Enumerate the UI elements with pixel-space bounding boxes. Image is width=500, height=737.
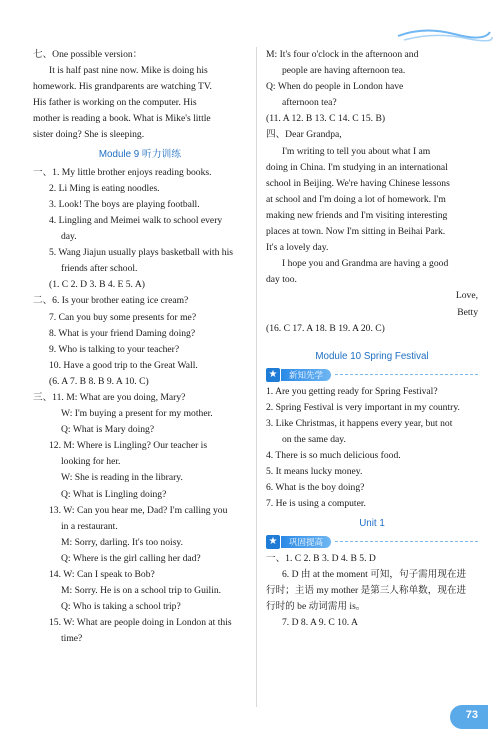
- section-bar-label: 新知先学: [281, 369, 331, 381]
- star-icon: ★: [266, 368, 280, 382]
- dialogue-line: 14. W: Can I speak to Bob?: [49, 569, 155, 580]
- listening-line: 9. Who is talking to your teacher?: [49, 343, 180, 355]
- letter-line: places at town. Now I'm sitting in Beihai Park.: [266, 226, 446, 238]
- unit-1-title: Unit 1: [359, 517, 385, 529]
- listening-line: 8. What is your friend Daming doing?: [49, 327, 196, 339]
- dashed-rule: [335, 541, 478, 542]
- dialogue-line: W: I'm buying a present for my mother.: [61, 408, 213, 420]
- essay-line: homework. His grandparents are watching TV.: [33, 81, 212, 93]
- listening-line: 7. Can you buy some presents for me?: [49, 311, 197, 323]
- module-10-title: Module 10 Spring Festival: [315, 350, 429, 362]
- dialogue-line: Q: When do people in London have: [266, 81, 404, 93]
- translation-line: on the same day.: [282, 434, 346, 446]
- dialogue-line: W: She is reading in the library.: [61, 472, 183, 484]
- essay-line: mother is reading a book. What is Mike's little: [33, 113, 211, 125]
- dialogue-line: Q: What is Mary doing?: [61, 424, 155, 436]
- answer-key: (6. A 7. B 8. B 9. A 10. C): [49, 375, 149, 387]
- letter-line: day too.: [266, 274, 297, 286]
- letter-signature: Betty: [457, 306, 478, 318]
- letter-line: I'm writing to tell you about what I am: [282, 145, 431, 157]
- letter-line: I hope you and Grandma are having a good: [282, 258, 449, 270]
- dialogue-line: time?: [61, 633, 83, 645]
- listening-line: friends after school.: [61, 263, 138, 275]
- dialogue-line: 12. M: Where is Lingling? Our teacher is: [49, 440, 208, 452]
- dialogue-line: looking for her.: [61, 456, 121, 468]
- dialogue-line: M: Sorry. He is on a school trip to Guilin.: [61, 585, 222, 597]
- translation-line: 6. What is the boy doing?: [266, 482, 365, 494]
- header-decoration: [394, 22, 494, 44]
- dialogue-line: Q: Who is taking a school trip?: [61, 601, 181, 613]
- dialogue-line: afternoon tea?: [282, 97, 337, 109]
- letter-line: It's a lovely day.: [266, 242, 329, 254]
- letter-line: school in Beijing. We're having Chinese lessons: [266, 177, 450, 189]
- translation-line: 1. Are you getting ready for Spring Festival?: [266, 385, 438, 397]
- translation-line: 2. Spring Festival is very important in my country.: [266, 401, 460, 413]
- dialogue-line: people are having afternoon tea.: [282, 65, 406, 77]
- left-column: [33, 47, 247, 647]
- essay-line: It is half past nine now. Mike is doing his: [49, 65, 208, 77]
- explanation-line: 行时的 be 动词需用 is。: [266, 600, 366, 612]
- dashed-rule: [335, 374, 478, 375]
- dialogue-line: 三、11. M: What are you doing, Mary?: [33, 391, 186, 403]
- dialogue-line: 13. W: Can you hear me, Dad? I'm calling you: [49, 504, 228, 516]
- dialogue-line: Q: Where is the girl calling her dad?: [61, 552, 201, 564]
- translation-line: 4. There is so much delicious food.: [266, 450, 401, 462]
- section-bar-label: 巩固提高: [281, 536, 331, 548]
- letter-salutation: 四、Dear Grandpa,: [266, 129, 342, 141]
- column-divider: [256, 47, 257, 707]
- dialogue-line: in a restaurant.: [61, 520, 118, 532]
- letter-closing: Love,: [455, 290, 478, 302]
- answer-key: (16. C 17. A 18. B 19. A 20. C): [266, 322, 385, 334]
- star-icon: ★: [266, 535, 280, 549]
- dialogue-line: M: Sorry, darling. It's too noisy.: [61, 536, 184, 548]
- dialogue-line: M: It's four o'clock in the afternoon and: [266, 49, 419, 60]
- section-7-heading: 七、One possible version：: [33, 49, 143, 60]
- essay-line: His father is working on the computer. His: [33, 97, 197, 109]
- listening-line: 2. Li Ming is eating noodles.: [49, 182, 160, 194]
- letter-line: making new friends and I'm visiting interesting: [266, 209, 448, 221]
- answer-key: (11. A 12. B 13. C 14. C 15. B): [266, 113, 386, 125]
- explanation-line: 行时；主语 my mother 是第三人称单数，现在进: [266, 584, 467, 596]
- answer-key: 一、1. C 2. B 3. D 4. B 5. D: [266, 552, 376, 564]
- listening-line: 4. Lingling and Meimei walk to school every: [49, 214, 223, 226]
- right-column: [266, 47, 478, 631]
- essay-line: sister doing? She is sleeping.: [33, 129, 145, 141]
- letter-line: doing in China. I'm studying in an international: [266, 161, 448, 173]
- listening-line: 5. Wang Jiajun usually plays basketball with his: [49, 247, 233, 259]
- answer-key: 7. D 8. A 9. C 10. A: [282, 617, 358, 628]
- listening-line: 二、6. Is your brother eating ice cream?: [33, 295, 189, 307]
- letter-line: at school and I'm doing a lot of homework. I'm: [266, 193, 446, 205]
- listening-line: 一、1. My little brother enjoys reading books.: [33, 166, 212, 178]
- answer-key: (1. C 2. D 3. B 4. E 5. A): [49, 279, 145, 291]
- page-number: 73: [465, 708, 478, 721]
- translation-line: 5. It means lucky money.: [266, 466, 363, 478]
- dialogue-line: Q: What is Lingling doing?: [61, 488, 167, 500]
- section-bar-consolidate: [266, 535, 478, 549]
- dialogue-line: 15. W: What are people doing in London at this: [49, 617, 232, 629]
- explanation-line: 6. D 由 at the moment 可知，句子需用现在进: [282, 568, 467, 580]
- translation-line: 7. He is using a computer.: [266, 498, 366, 510]
- translation-line: 3. Like Christmas, it happens every year, but not: [266, 417, 453, 429]
- section-bar-preview: [266, 368, 478, 382]
- listening-line: 10. Have a good trip to the Great Wall.: [49, 359, 198, 371]
- module-9-title: Module 9 听力训练: [98, 148, 182, 160]
- listening-line: day.: [61, 231, 77, 243]
- listening-line: 3. Look! The boys are playing football.: [49, 198, 200, 210]
